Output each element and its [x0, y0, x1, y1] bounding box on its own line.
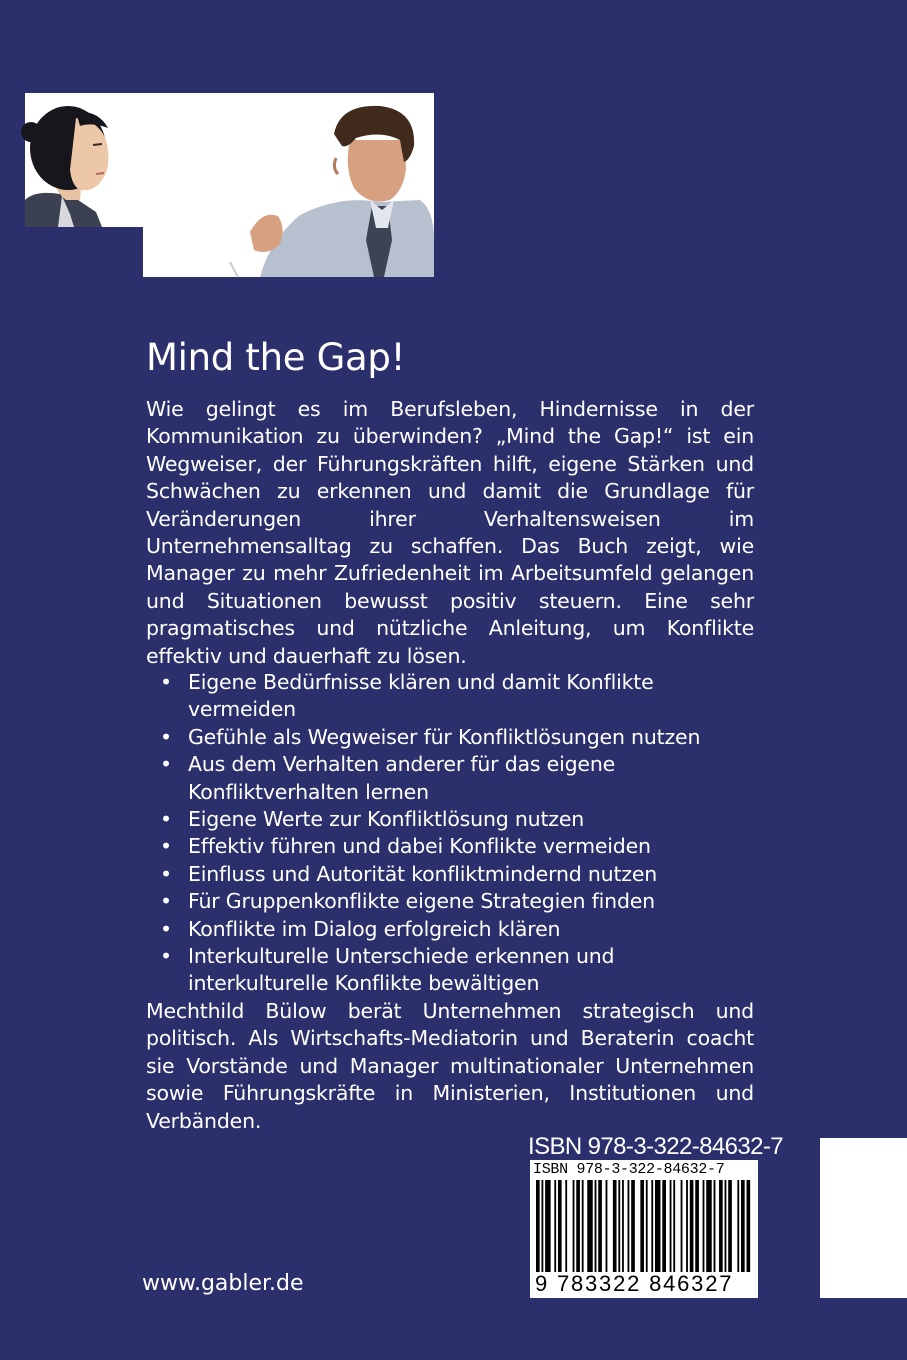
bullet-icon: •: [160, 752, 172, 777]
list-item: • Eigene Bedürfnisse klären und damit Konflikte vermeiden: [160, 670, 654, 722]
barcode-bar: [541, 1180, 543, 1278]
barcode-bar: [558, 1180, 562, 1278]
barcode-bar: [554, 1180, 556, 1278]
bullet-icon: •: [160, 834, 172, 859]
barcode-bar: [536, 1180, 540, 1278]
book-title: Mind the Gap!: [146, 336, 406, 379]
barcode-bar: [573, 1180, 575, 1278]
bullet-icon: •: [160, 670, 172, 694]
barcode-bar: [576, 1180, 580, 1278]
barcode-bar: [703, 1180, 705, 1278]
bullet-icon: •: [160, 807, 172, 832]
barcode-bar: [728, 1180, 732, 1278]
barcode-bar: [646, 1180, 648, 1278]
barcode-bar: [681, 1180, 683, 1278]
white-panel: [820, 1138, 907, 1298]
barcode-bar: [695, 1180, 699, 1278]
barcode: [530, 1160, 758, 1298]
barcode-bar: [747, 1180, 751, 1278]
list-item: • Gefühle als Wegweiser für Konfliktlösungen nutzen: [160, 724, 760, 751]
barcode-bar: [640, 1180, 644, 1278]
barcode-digits: 9 783322 846327: [533, 1272, 757, 1296]
list-item: • Eigene Werte zur Konfliktlösung nutzen: [160, 806, 760, 833]
barcode-bar: [628, 1180, 630, 1278]
barcode-bar: [673, 1180, 675, 1278]
barcode-bar: [622, 1180, 624, 1278]
barcode-bar: [606, 1180, 608, 1278]
isbn-label: ISBN 978-3-322-84632-7: [528, 1133, 783, 1160]
barcode-bar: [670, 1180, 672, 1278]
list-item: • Konflikte im Dialog erfolgreich klären: [160, 916, 760, 943]
bullet-icon: •: [160, 916, 172, 941]
barcode-bar: [719, 1180, 723, 1278]
bullet-icon: •: [160, 861, 172, 886]
book-description: Wie gelingt es im Berufsleben, Hindernisse in der Kommunikation zu überwinden? „Mind the Gap!“ ist ein Wegweiser, der Führungskräften hilft, eigene Stärken und Schwächen zu erkennen und damit die Grundlage für Veränderungen ihrer Verhaltensweisen im Unternehmensalltag zu schaffen. Das Buch zeigt, wie Manager zu mehr Zufriedenheit im Arbeitsumfeld gelangen und Situationen bewusst positiv steuern. Eine sehr pragmatisches und nützliche Anleitung, um Konflikte effektiv und dauerhaft zu lösen.: [146, 397, 754, 668]
barcode-bar: [690, 1180, 694, 1278]
barcode-bar: [686, 1180, 688, 1278]
cover-photo: [0, 0, 907, 290]
publisher-website: www.gabler.de: [142, 1271, 304, 1296]
author-bio: Mechthild Bülow berät Unternehmen strategisch und politisch. Als Wirtschafts-Mediatorin und Beraterin coacht sie Vorstände und Manager multinationaler Unternehmen sowie Führungskräfte in Ministerien, Institutionen und Verbänden.: [146, 999, 754, 1133]
barcode-bar: [725, 1180, 727, 1278]
barcode-bars: [536, 1180, 752, 1278]
barcode-bar: [613, 1180, 617, 1278]
barcode-bar: [706, 1180, 711, 1278]
list-item: • Effektiv führen und dabei Konflikte vermeiden: [160, 833, 760, 860]
barcode-bar: [618, 1180, 620, 1278]
list-item: • Einfluss und Autorität konfliktmindernd nutzen: [160, 861, 760, 888]
barcode-bar: [662, 1180, 666, 1278]
barcode-bar: [737, 1180, 739, 1278]
bullet-icon: •: [160, 944, 172, 969]
barcode-bar: [582, 1180, 584, 1278]
barcode-bar: [714, 1180, 716, 1278]
feature-list: [160, 669, 760, 998]
barcode-bar: [741, 1180, 745, 1278]
barcode-bar: [631, 1180, 635, 1278]
bullet-icon: •: [160, 724, 172, 749]
barcode-bar: [545, 1180, 550, 1278]
barcode-isbn-text: ISBN 978-3-322-84632-7: [533, 1161, 725, 1178]
barcode-bar: [565, 1180, 567, 1278]
list-item: • Interkulturelle Unterschiede erkennen und interkulturelle Konflikte bewältigen: [160, 944, 615, 996]
barcode-bar: [655, 1180, 660, 1278]
bullet-icon: •: [160, 889, 172, 914]
barcode-bar: [651, 1180, 653, 1278]
list-item: • Für Gruppenkonflikte eigene Strategien finden: [160, 888, 760, 915]
barcode-bar: [598, 1180, 602, 1278]
list-item: • Aus dem Verhalten anderer für das eigene Konfliktverhalten lernen: [160, 752, 616, 804]
barcode-bar: [587, 1180, 592, 1278]
barcode-bar: [595, 1180, 597, 1278]
